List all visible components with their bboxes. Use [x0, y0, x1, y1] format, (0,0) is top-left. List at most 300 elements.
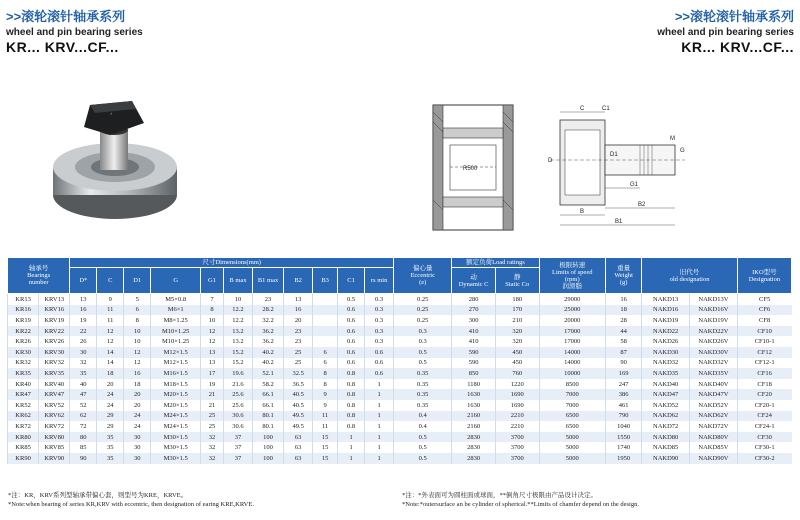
table-cell: 90: [70, 453, 97, 464]
table-cell: NAKD13: [642, 294, 690, 305]
svg-text:*: *: [110, 113, 113, 119]
table-cell: 410: [452, 336, 496, 347]
table-cell: 1: [365, 453, 394, 464]
col-static: 静 Static Co: [495, 268, 539, 294]
table-cell: 15: [313, 453, 338, 464]
table-cell: NAKD32V: [690, 358, 738, 369]
table-row: [8, 336, 792, 347]
col-dim-8: B3: [313, 268, 338, 294]
label-d: D: [548, 158, 553, 164]
table-cell: 0.3: [365, 315, 394, 326]
table-cell: CF10-1: [737, 336, 791, 347]
table-cell: 7: [201, 294, 224, 305]
table-cell: 210: [495, 315, 539, 326]
table-cell: 320: [495, 326, 539, 337]
table-cell: 9: [313, 400, 338, 411]
table-cell: 49.5: [284, 411, 313, 422]
table-cell: CF12-1: [737, 358, 791, 369]
col-dim-4: G1: [201, 268, 224, 294]
table-cell: 52.1: [252, 368, 283, 379]
table-cell: 40.5: [284, 400, 313, 411]
table-cell: 0.6: [338, 326, 365, 337]
table-cell: 30: [70, 347, 97, 358]
table-cell: 63: [284, 432, 313, 443]
table-cell: 12: [124, 358, 151, 369]
table-cell: KRV13: [39, 294, 70, 305]
table-cell: CF30-2: [737, 453, 791, 464]
table-cell: 21.6: [223, 379, 252, 390]
table-cell: NAKD16V: [690, 305, 738, 316]
table-cell: 0.25: [394, 294, 452, 305]
col-dim-3: G: [151, 268, 201, 294]
table-row: [8, 315, 792, 326]
table-cell: 37: [223, 442, 252, 453]
table-cell: 63: [284, 453, 313, 464]
table-cell: 0.3: [365, 326, 394, 337]
table-cell: NAKD22V: [690, 326, 738, 337]
table-cell: 14: [97, 358, 124, 369]
table-cell: 0.8: [338, 421, 365, 432]
col-dim-2: D1: [124, 268, 151, 294]
table-cell: 0.4: [394, 411, 452, 422]
table-cell: 8: [313, 368, 338, 379]
table-cell: 16: [124, 368, 151, 379]
bearing-photo: [40, 95, 190, 225]
table-cell: NAKD90V: [690, 453, 738, 464]
series-title-en-right: wheel and pin bearing series: [657, 27, 794, 38]
table-cell: 410: [452, 326, 496, 337]
table-cell: 21: [201, 400, 224, 411]
table-cell: 0.6: [338, 315, 365, 326]
table-cell: 1950: [605, 453, 641, 464]
table-cell: NAKD47: [642, 389, 690, 400]
dimension-drawing: [530, 100, 710, 235]
table-cell: NAKD62V: [690, 411, 738, 422]
table-cell: M10×1.25: [151, 336, 201, 347]
table-cell: [313, 336, 338, 347]
table-cell: NAKD35: [642, 368, 690, 379]
table-cell: 37: [223, 432, 252, 443]
table-cell: 49.5: [284, 421, 313, 432]
table-cell: CF12: [737, 347, 791, 358]
table-row: [8, 453, 792, 464]
table-cell: [313, 315, 338, 326]
table-cell: 11: [313, 411, 338, 422]
table-cell: 85: [70, 442, 97, 453]
table-cell: 80.1: [252, 411, 283, 422]
table-cell: 32: [201, 442, 224, 453]
table-cell: 12: [201, 336, 224, 347]
table-cell: 1630: [452, 400, 496, 411]
table-cell: M12×1.5: [151, 358, 201, 369]
table-cell: KRV19: [39, 315, 70, 326]
table-cell: 32.5: [284, 368, 313, 379]
table-cell: 15.2: [223, 358, 252, 369]
table-cell: 26: [70, 336, 97, 347]
table-cell: NAKD19: [642, 315, 690, 326]
table-cell: 24: [124, 411, 151, 422]
table-cell: 20: [124, 400, 151, 411]
label-g: G: [680, 148, 685, 154]
table-cell: 63: [284, 442, 313, 453]
table-cell: 36.2: [252, 326, 283, 337]
table-cell: 10000: [539, 368, 605, 379]
note-right-en: *Note:*outersurface an be cylinder of spherical.**Limits of chamfer depend on the design.: [402, 501, 639, 508]
table-cell: 0.6: [365, 368, 394, 379]
table-cell: KR32: [8, 358, 39, 369]
table-cell: 35: [97, 453, 124, 464]
table-cell: 170: [495, 305, 539, 316]
table-cell: 66.1: [252, 389, 283, 400]
table-cell: 24: [97, 400, 124, 411]
table-cell: 1: [365, 411, 394, 422]
table-cell: 12: [97, 326, 124, 337]
table-cell: 40.5: [284, 389, 313, 400]
table-cell: 8500: [539, 379, 605, 390]
table-cell: 24: [124, 421, 151, 432]
table-cell: M24×1.5: [151, 421, 201, 432]
table-cell: 66.1: [252, 400, 283, 411]
table-cell: M10×1.25: [151, 326, 201, 337]
table-cell: 8: [313, 379, 338, 390]
col-iko-designation: IKO型号 Designation: [737, 258, 791, 294]
table-cell: KR35: [8, 368, 39, 379]
table-cell: CF24-1: [737, 421, 791, 432]
series-title-cn-right: >>滚轮滚针轴承系列: [674, 9, 794, 24]
table-cell: 1220: [495, 379, 539, 390]
col-dim-9: C1: [338, 268, 365, 294]
table-cell: CF6: [737, 305, 791, 316]
table-cell: NAKD52: [642, 400, 690, 411]
table-cell: 5: [124, 294, 151, 305]
table-cell: 40.2: [252, 358, 283, 369]
table-cell: 36.2: [252, 336, 283, 347]
table-cell: 15: [313, 432, 338, 443]
table-cell: 6: [313, 358, 338, 369]
table-cell: 1: [338, 442, 365, 453]
table-cell: 1690: [495, 389, 539, 400]
table-cell: 1: [365, 389, 394, 400]
table-cell: 35: [70, 368, 97, 379]
table-cell: 10: [201, 315, 224, 326]
table-cell: 270: [452, 305, 496, 316]
table-cell: 15: [313, 442, 338, 453]
table-cell: 0.3: [365, 294, 394, 305]
table-cell: NAKD13V: [690, 294, 738, 305]
table-cell: 461: [605, 400, 641, 411]
table-cell: 6: [124, 305, 151, 316]
table-cell: KRV16: [39, 305, 70, 316]
table-cell: KR52: [8, 400, 39, 411]
table-cell: 0.5: [394, 347, 452, 358]
col-eccentric: 偏心量 Eccentric (e): [394, 258, 452, 294]
table-cell: 7000: [539, 389, 605, 400]
col-limit-speed: 极限转速 Limits of speed (rpm) 润滑脂: [539, 258, 605, 294]
table-cell: 590: [452, 358, 496, 369]
table-cell: CF30: [737, 432, 791, 443]
table-cell: 2160: [452, 421, 496, 432]
table-row: [8, 442, 792, 453]
table-cell: KRV47: [39, 389, 70, 400]
table-cell: 62: [70, 411, 97, 422]
table-cell: NAKD80: [642, 432, 690, 443]
table-cell: 72: [70, 421, 97, 432]
table-cell: 1: [365, 421, 394, 432]
table-cell: NAKD26: [642, 336, 690, 347]
table-cell: 19.6: [223, 368, 252, 379]
table-cell: 15.2: [223, 347, 252, 358]
table-cell: 5000: [539, 442, 605, 453]
table-cell: KR30: [8, 347, 39, 358]
table-cell: 35: [97, 442, 124, 453]
table-cell: CF18: [737, 379, 791, 390]
table-cell: 19: [70, 315, 97, 326]
table-cell: 0.6: [338, 305, 365, 316]
table-cell: 14000: [539, 358, 605, 369]
table-cell: NAKD90: [642, 453, 690, 464]
table-cell: 1550: [605, 432, 641, 443]
table-cell: M8×1.25: [151, 315, 201, 326]
table-cell: 0.3: [365, 336, 394, 347]
table-cell: NAKD40V: [690, 379, 738, 390]
table-cell: 44: [605, 326, 641, 337]
table-cell: NAKD26V: [690, 336, 738, 347]
table-row: [8, 379, 792, 390]
table-cell: 25: [201, 421, 224, 432]
table-cell: KR26: [8, 336, 39, 347]
table-cell: 35: [97, 432, 124, 443]
table-cell: KR90: [8, 453, 39, 464]
table-cell: KRV85: [39, 442, 70, 453]
table-cell: NAKD85V: [690, 442, 738, 453]
table-cell: 58.2: [252, 379, 283, 390]
table-cell: NAKD80V: [690, 432, 738, 443]
table-cell: 1040: [605, 421, 641, 432]
table-cell: 2210: [495, 421, 539, 432]
specification-table: [7, 257, 792, 464]
table-cell: 28: [605, 315, 641, 326]
table-cell: CF20: [737, 389, 791, 400]
label-b1: B1: [615, 219, 623, 225]
series-models-right: KR... KRV...CF...: [681, 39, 794, 55]
table-cell: 40: [70, 379, 97, 390]
table-cell: 32: [201, 432, 224, 443]
table-cell: 29: [97, 411, 124, 422]
table-cell: CF8: [737, 315, 791, 326]
table-cell: KRV26: [39, 336, 70, 347]
table-cell: 0.8: [338, 389, 365, 400]
label-c1: C1: [602, 106, 610, 112]
table-cell: 11: [97, 305, 124, 316]
table-cell: 1: [365, 400, 394, 411]
table-cell: 30: [124, 432, 151, 443]
table-cell: 20: [97, 379, 124, 390]
table-cell: 1: [338, 432, 365, 443]
table-cell: KRV35: [39, 368, 70, 379]
table-cell: KRV40: [39, 379, 70, 390]
table-cell: 1690: [495, 400, 539, 411]
table-cell: 5000: [539, 453, 605, 464]
table-cell: NAKD85: [642, 442, 690, 453]
table-cell: 8: [124, 315, 151, 326]
table-cell: 13: [284, 294, 313, 305]
table-cell: KR19: [8, 315, 39, 326]
note-right-cn: *注：*外表面可为圆柱面或球面，**倒角尺寸极限由产品设计决定。: [402, 492, 597, 499]
table-cell: 12: [201, 326, 224, 337]
table-cell: 0.8: [338, 400, 365, 411]
table-cell: KR22: [8, 326, 39, 337]
table-cell: 19: [201, 379, 224, 390]
table-cell: 13: [201, 358, 224, 369]
table-cell: NAKD16: [642, 305, 690, 316]
table-cell: KR16: [8, 305, 39, 316]
table-cell: 22: [70, 326, 97, 337]
table-cell: 3700: [495, 453, 539, 464]
col-load-ratings: 额定负荷Load ratings: [452, 258, 539, 268]
table-cell: 9: [97, 294, 124, 305]
table-cell: 8: [201, 305, 224, 316]
table-cell: 0.6: [338, 336, 365, 347]
label-r500: R500: [463, 166, 478, 172]
table-cell: 16: [70, 305, 97, 316]
table-cell: 760: [495, 368, 539, 379]
col-dim-0: D*: [70, 268, 97, 294]
table-cell: 0.6: [338, 358, 365, 369]
table-cell: NAKD30: [642, 347, 690, 358]
col-dynamic: 动 Dynamic C: [452, 268, 496, 294]
table-cell: CF30-1: [737, 442, 791, 453]
table-cell: 16: [605, 294, 641, 305]
note-left-cn: *注：KR，KRV系列型轴承带偏心套，则型号为KRE，KRVE。: [8, 492, 188, 499]
table-cell: 100: [252, 442, 283, 453]
table-cell: 850: [452, 368, 496, 379]
table-cell: NAKD22: [642, 326, 690, 337]
table-cell: CF5: [737, 294, 791, 305]
table-cell: 12.2: [223, 305, 252, 316]
table-cell: 0.8: [338, 368, 365, 379]
table-row: [8, 358, 792, 369]
label-d1: D1: [610, 152, 618, 158]
table-cell: 25.6: [223, 389, 252, 400]
table-cell: NAKD35V: [690, 368, 738, 379]
table-cell: 21: [201, 389, 224, 400]
table-cell: 0.5: [338, 294, 365, 305]
table-cell: 30: [124, 453, 151, 464]
table-cell: NAKD47V: [690, 389, 738, 400]
table-cell: 16: [284, 305, 313, 316]
table-cell: 87: [605, 347, 641, 358]
table-cell: 13.2: [223, 326, 252, 337]
table-cell: 0.5: [394, 432, 452, 443]
table-cell: 6500: [539, 411, 605, 422]
table-cell: NAKD52V: [690, 400, 738, 411]
table-cell: M20×1.5: [151, 400, 201, 411]
col-dim-1: C: [97, 268, 124, 294]
table-cell: 300: [452, 315, 496, 326]
table-cell: KRV80: [39, 432, 70, 443]
table-cell: 0.35: [394, 379, 452, 390]
table-cell: 37: [223, 453, 252, 464]
table-cell: 20: [284, 315, 313, 326]
label-c: C: [580, 106, 585, 112]
table-cell: M24×1.5: [151, 411, 201, 422]
table-cell: NAKD19V: [690, 315, 738, 326]
table-cell: 29000: [539, 294, 605, 305]
table-body: [8, 294, 792, 464]
table-cell: 0.8: [338, 411, 365, 422]
table-cell: KR80: [8, 432, 39, 443]
table-cell: 25.6: [223, 400, 252, 411]
table-cell: 3700: [495, 442, 539, 453]
table-cell: 180: [495, 294, 539, 305]
table-cell: 24: [97, 389, 124, 400]
table-cell: 1740: [605, 442, 641, 453]
table-cell: [313, 305, 338, 316]
table-cell: NAKD40: [642, 379, 690, 390]
table-cell: NAKD72V: [690, 421, 738, 432]
table-cell: NAKD32: [642, 358, 690, 369]
table-cell: 28.2: [252, 305, 283, 316]
table-cell: NAKD30V: [690, 347, 738, 358]
label-g1: G1: [630, 182, 639, 188]
table-cell: 11: [97, 315, 124, 326]
table-row: [8, 294, 792, 305]
notes-left: [8, 491, 254, 509]
table-cell: M20×1.5: [151, 389, 201, 400]
col-dim-10: rs min: [365, 268, 394, 294]
label-b2: B2: [638, 202, 646, 208]
table-cell: 9: [313, 389, 338, 400]
cross-section-drawing: [428, 100, 518, 235]
table-cell: 6500: [539, 421, 605, 432]
table-cell: 10: [223, 294, 252, 305]
table-cell: 100: [252, 453, 283, 464]
table-row: [8, 432, 792, 443]
col-old-designation: 旧代号 old designation: [642, 258, 738, 294]
table-cell: 30: [124, 442, 151, 453]
table-cell: 2830: [452, 442, 496, 453]
table-cell: 80.1: [252, 421, 283, 432]
table-cell: 40.2: [252, 347, 283, 358]
table-cell: [313, 326, 338, 337]
table-cell: 90: [605, 358, 641, 369]
table-cell: M5×0.8: [151, 294, 201, 305]
table-cell: 590: [452, 347, 496, 358]
table-cell: 80: [70, 432, 97, 443]
table-cell: NAKD62: [642, 411, 690, 422]
table-cell: 0.35: [394, 389, 452, 400]
table-cell: KRV62: [39, 411, 70, 422]
table-row: [8, 411, 792, 422]
table-cell: 0.6: [365, 358, 394, 369]
table-cell: 2160: [452, 411, 496, 422]
table-cell: CF10: [737, 326, 791, 337]
table-cell: KRV32: [39, 358, 70, 369]
col-dim-7: B2: [284, 268, 313, 294]
table-cell: 32: [201, 453, 224, 464]
table-row: [8, 400, 792, 411]
table-cell: 18: [124, 379, 151, 390]
table-cell: 1: [365, 432, 394, 443]
table-cell: 32: [70, 358, 97, 369]
label-b: B: [580, 209, 585, 215]
series-title-cn: >>滚轮滚针轴承系列: [6, 9, 126, 24]
table-cell: 0.35: [394, 400, 452, 411]
table-cell: 25: [284, 358, 313, 369]
table-cell: KRV72: [39, 421, 70, 432]
table-cell: 13: [201, 347, 224, 358]
table-cell: 790: [605, 411, 641, 422]
